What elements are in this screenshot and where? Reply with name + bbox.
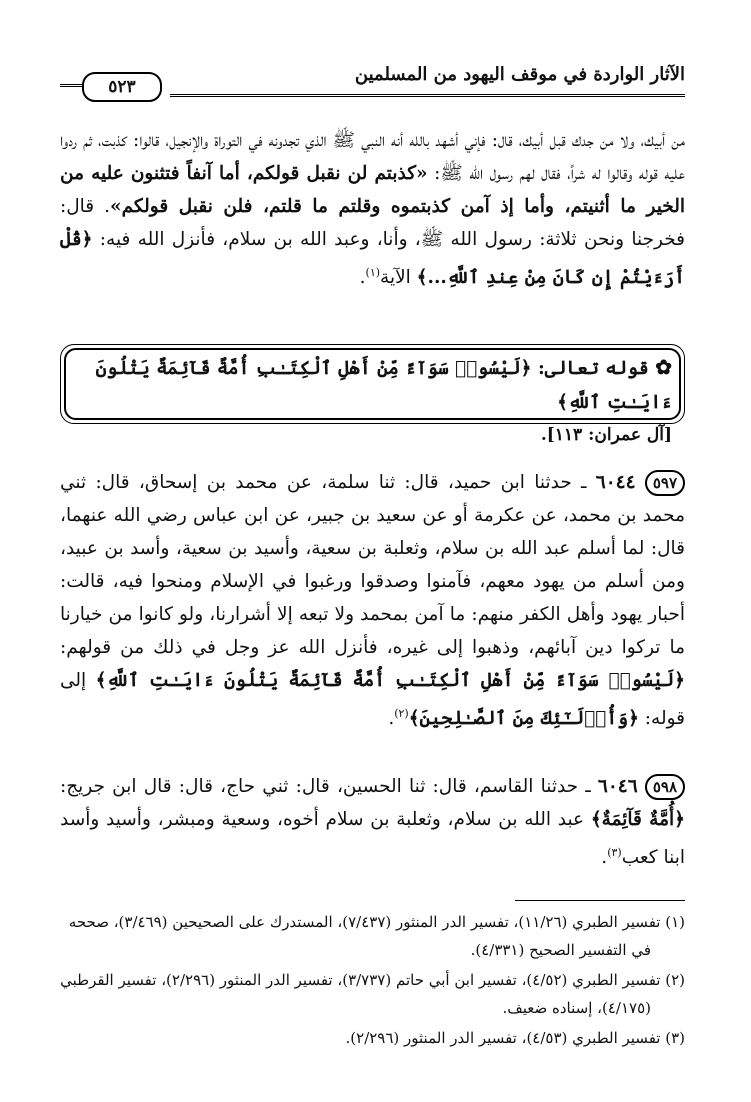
athar-number-badge: ٥٩٧ [645, 470, 685, 496]
page-header [60, 64, 685, 110]
quran-quote: ﴿وَأُو۟لَـٰٓئِكَ مِنَ ٱلصَّـٰلِحِينَ﴾ [408, 708, 639, 730]
footnote-ref: (٣) [607, 846, 622, 859]
heading-label: قوله تعالى: [531, 358, 649, 379]
header-rule-left [60, 84, 82, 87]
hadith-number: ٦٠٤٤ [595, 472, 636, 493]
footnotes [60, 908, 685, 1054]
running-title: الآثار الواردة في موقف اليهود من المسلمين [354, 64, 685, 85]
text: . [359, 267, 366, 289]
hadith-quote: «كذبتم لن نقبل قولكم، أما آنفاً فتثنون عليه من الخير ما أثنيتم، وأما إذ آمن كذبتموه وقلتم ما قلتم، فلن نقبل قولكم» [60, 163, 685, 217]
footnote-ref: (١) [365, 266, 381, 279]
quran-quote: ﴿قُلْ أَرَءَيْتُمْ إِن كَانَ مِنْ عِندِ ٱللَّهِ...﴾ [60, 229, 685, 289]
paragraph-2 [60, 466, 685, 735]
text: . قال: فخرجنا ونحن ثلاثة: رسول الله ﷺ، وأنا، وعبد الله بن سلام، فأنزل الله فيه: [60, 196, 685, 250]
hadith-number: ٦٠٤٦ [597, 776, 638, 797]
text: عبد الله بن سلام، وثعلبة بن سلام أخوه، وسعية ومبشر، وأسيد وأسد ابنا كعب [60, 809, 685, 869]
page-number: ٥٢٣ [82, 72, 162, 102]
quran-quote: ﴿أُمَّةٌ قَآئِمَةٌ﴾ [590, 809, 685, 830]
text: ـ حدثنا ابن حميد، قال: ثنا سلمة، عن محمد بن إسحاق، قال: ثني محمد بن محمد، عن عكرمة أو عن سعيد بن جبير، عن ابن عباس رضي الله عنهما، قال: لما أسلم عبد الله بن سلام، وثعلبة بن سعية، وأسيد بن سعية، وأسد بن عبيد، ومن أسلم من يهود معهم، فآمنوا وصدقوا ورغبوا في الإسلام ومنحوا فيه، قالت: أحبار يهود وأهل الكفر منهم: ما آمن بمحمد ولا تبعه إلا أشرارنا، ولو كانوا من خيارنا ما تركوا دين آبائهم، وذهبوا إلى غيره، فأنزل الله عز وجل في ذلك من قولهم: [60, 472, 685, 658]
footnote-ref: (٢) [394, 707, 409, 720]
footnote: (١) تفسير الطبري (١١/٢٦)، تفسير الدر المنثور (٧/٤٣٧)، المستدرك على الصحيحين (٣/٤٦٩)، صححه في التفسير الصحيح (٤/٣٣١). [68, 913, 685, 959]
footnote: (٣) تفسير الطبري (٤/٥٣)، تفسير الدر المنثور (٢/٢٩٦). [345, 1029, 685, 1047]
header-rule [170, 94, 685, 97]
text: من أبيك، ولا من جدك قبل أبيك، قال: فإني أشهد بالله أنه النبي ﷺ الذي تجدونه في التوراة والإنجيل، قالوا: كذبت، ثم ردوا عليه قوله وقالوا له شراً، فقال لهم رسول الله ﷺ: [60, 130, 685, 184]
paragraph-1 [60, 124, 685, 294]
verse-heading-box [60, 344, 685, 445]
text: ـ حدثنا القاسم، قال: ثنا الحسين، قال: ثني حاج، قال: قال ابن جريج: [60, 776, 598, 797]
quran-quote: ﴿لَيْسُوا۟ سَوَآءً مِّنْ أَهْلِ ٱلْكِتَـٰبِ أُمَّةٌ قَآئِمَةٌ يَتْلُونَ ءَايَـٰتِ ٱللَّهِ﴾ [95, 670, 686, 691]
text: . [388, 708, 395, 730]
verse-reference: [آل عمران: ١١٣]. [540, 425, 672, 445]
verse-heading [73, 350, 672, 420]
book-page [60, 0, 685, 1102]
footnote: (٢) تفسير الطبري (٤/٥٢)، تفسير ابن أبي حاتم (٣/٧٣٧)، تفسير الدر المنثور (٢/٢٩٦)، تفسير القرطبي (٤/١٧٥)، إسناده ضعيف. [60, 971, 685, 1017]
footnote-separator [515, 900, 685, 901]
text: . [601, 847, 608, 869]
text: إلى قوله: [60, 670, 685, 730]
heading-verse: ﴿لَيْسُوا۟ سَوَآءً مِّنْ أَهْلِ ٱلْكِتَـٰبِ أُمَّةٌ قَآئِمَةٌ يَتْلُونَ ءَايَـٰتِ ٱللَّهِ﴾ [95, 358, 672, 413]
star-ornament-icon: ✿ [655, 355, 672, 379]
athar-number-badge: ٥٩٨ [645, 774, 685, 800]
text: الآية [380, 267, 417, 289]
paragraph-3 [60, 770, 685, 874]
